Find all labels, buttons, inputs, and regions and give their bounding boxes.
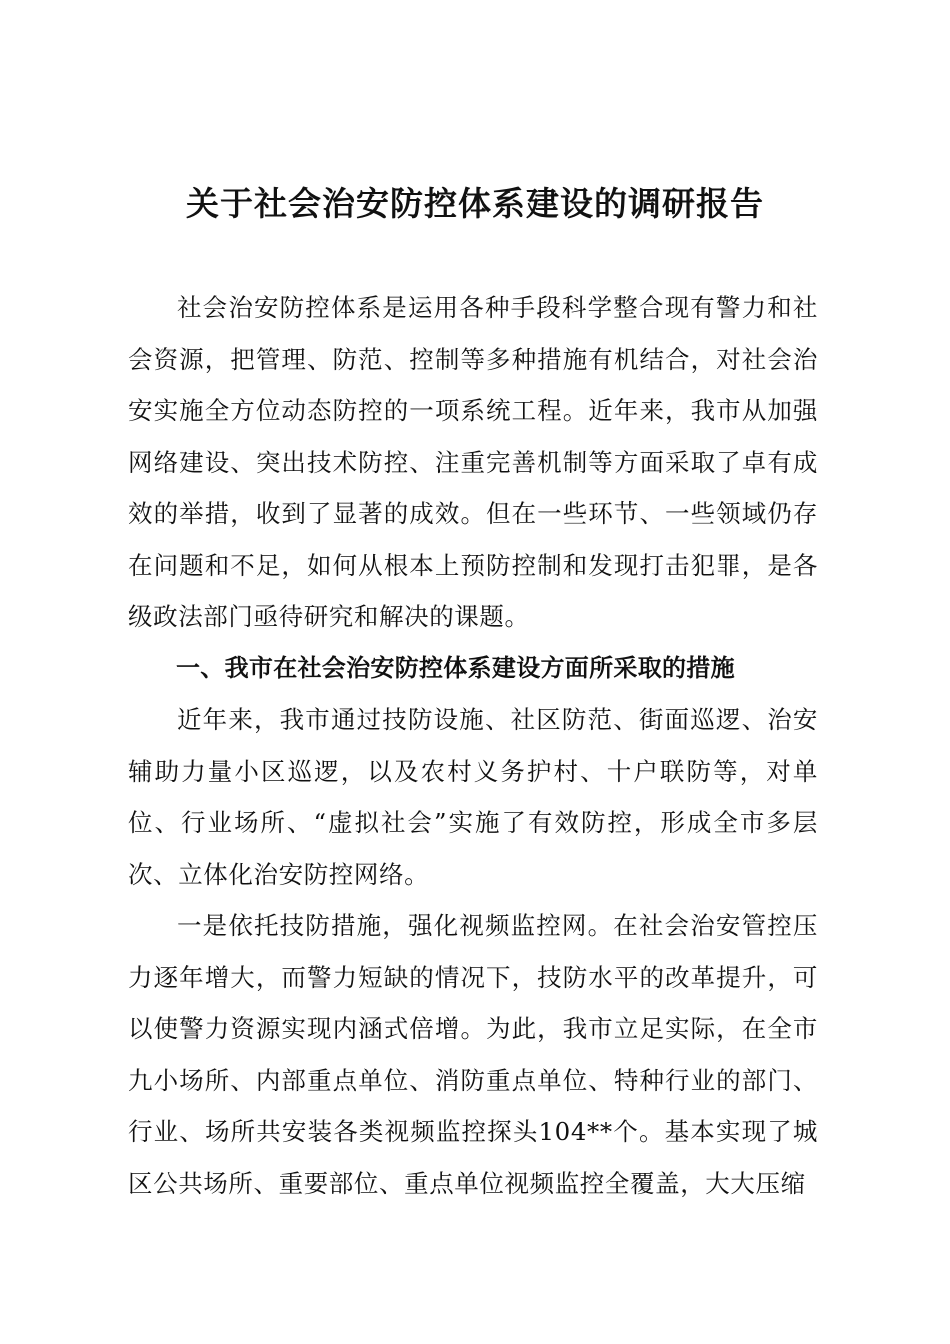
document-body <box>128 282 818 1209</box>
intro-paragraph: 社会治安防控体系是运用各种手段科学整合现有警力和社会资源，把管理、防范、控制等多种措施有机结合，对社会治安实施全方位动态防控的一项系统工程。近年来，我市从加强网络建设、突出技术防控、注重完善机制等方面采取了卓有成效的举措，收到了显著的成效。但在一些环节、一些领域仍存在问题和不足，如何从根本上预防控制和发现打击犯罪，是各级政法部门亟待研究和解决的课题。 <box>128 293 818 631</box>
section-heading-1: 一、我市在社会治安防控体系建设方面所采取的措施 <box>176 653 735 682</box>
section-1-paragraph-2: 一是依托技防措施，强化视频监控网。在社会治安管控压力逐年增大，而警力短缺的情况下，技防水平的改革提升，可以使警力资源实现内涵式倍增。为此，我市立足实际，在全市九小场所、内部重点单位、消防重点单位、特种行业的部门、行业、场所共安装各类视频监控探头104**个。基本实现了城区公共场所、重要部位、重点单位视频监控全覆盖，大大压缩 <box>128 911 818 1198</box>
section-1-paragraph-1: 近年来，我市通过技防设施、社区防范、街面巡逻、治安辅助力量小区巡逻，以及农村义务护村、十户联防等，对单位、行业场所、“虚拟社会”实施了有效防控，形成全市多层次、立体化治安防控网络。 <box>128 705 818 889</box>
document-title: 关于社会治安防控体系建设的调研报告 <box>186 184 764 223</box>
